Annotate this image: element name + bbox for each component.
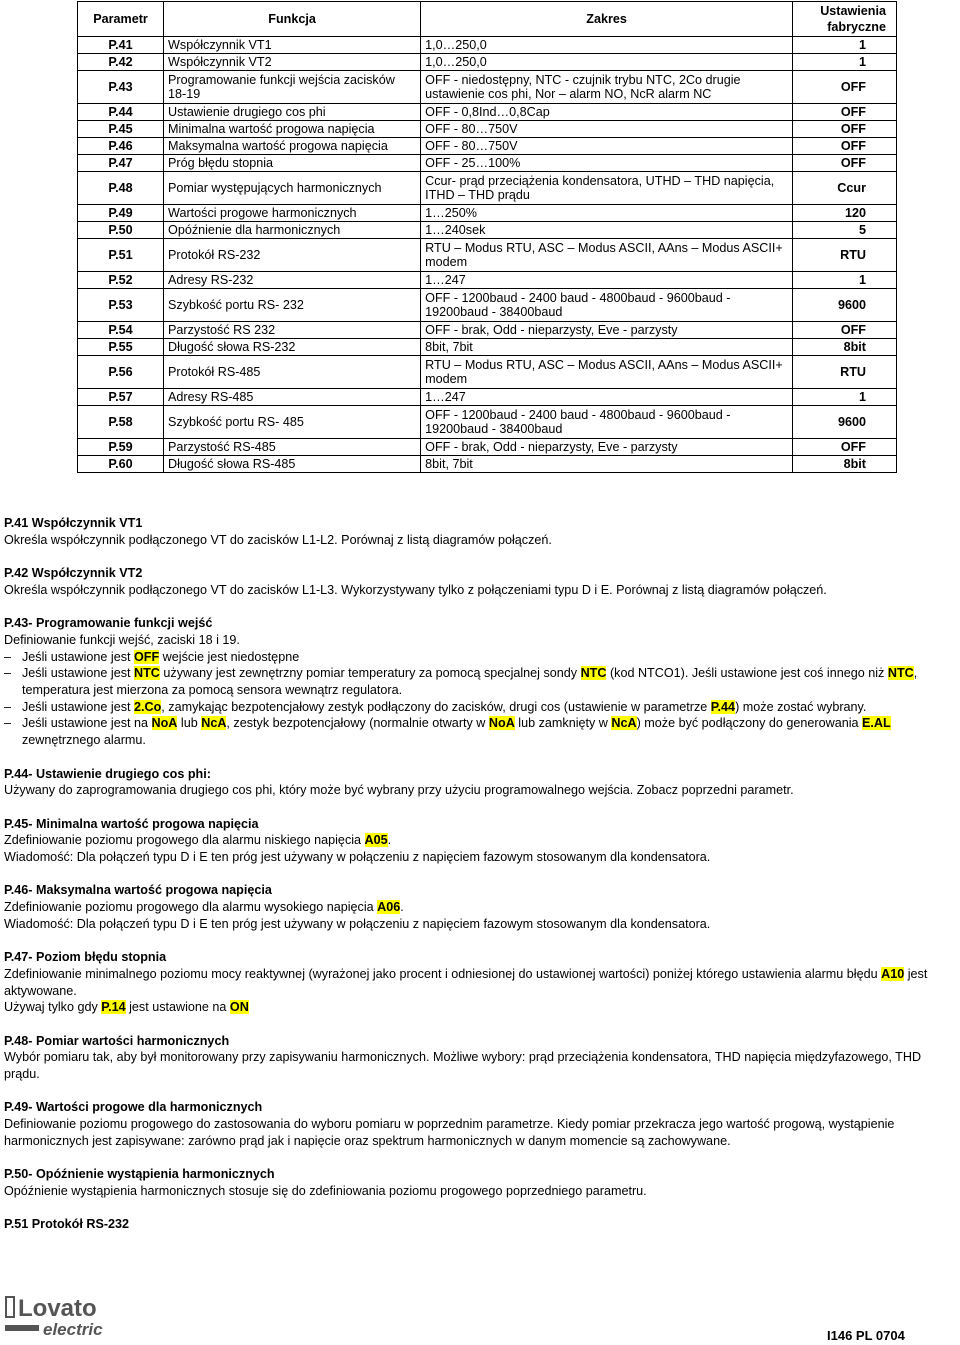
param-code: P.54: [78, 322, 164, 339]
desc-text: Definiowanie funkcji wejść, zaciski 18 i 19.: [4, 632, 240, 647]
param-code: P.53: [78, 289, 164, 322]
param-range: 1…247: [421, 389, 793, 406]
list-item: – Jeśli ustawione jest na NoA lub NcA, zestyk bezpotencjałowy (normalnie otwarty w NoA lub zamknięty w NcA) może być podłączony do generowania E.AL zewnętrznego alarmu.: [4, 715, 956, 748]
table-row: [78, 37, 897, 54]
desc-title: P.49- Wartości progowe dla harmonicznych: [4, 1100, 263, 1115]
table-row: [78, 289, 897, 322]
desc-text: Używany do zaprogramowania drugiego cos phi, który może być wybrany przy użyciu programowalnego wejścia. Zobacz poprzedni parametr.: [4, 783, 794, 798]
desc-text: Określa współczynnik podłączonego VT do zacisków L1-L2. Porównaj z listą diagramów połączeń.: [4, 532, 552, 547]
param-code: P.44: [78, 104, 164, 121]
param-range: RTU – Modus RTU, ASC – Modus ASCII, AAns – Modus ASCII+ modem: [421, 356, 793, 389]
param-code: P.60: [78, 456, 164, 473]
param-code: P.47: [78, 155, 164, 172]
param-function: Parzystość RS-485: [164, 439, 421, 456]
table-row: [78, 54, 897, 71]
table-row: [78, 322, 897, 339]
parameter-descriptions: [4, 515, 956, 1250]
param-default: RTU: [792, 239, 896, 272]
lovato-logo: [5, 1294, 117, 1343]
param-range: RTU – Modus RTU, ASC – Modus ASCII, AAns – Modus ASCII+ modem: [421, 239, 793, 272]
desc-text: Określa współczynnik podłączonego VT do zacisków L1-L3. Wykorzystywany tylko z połączeniami typu D i E. Porównaj z listą diagramów połączeń.: [4, 582, 827, 597]
param-range: 8bit, 7bit: [421, 456, 793, 473]
desc-text: Definiowanie poziomu progowego do zastosowania do wyboru pomiaru w poprzednim parametrze. Kiedy pomiar przekracza jego wartość progową, wystąpienie harmonicznych jest zapisywane: zarówno prąd jak i napięcie oraz spektrum harmonicznych w danym momencie są zachowywane.: [4, 1117, 895, 1148]
table-row: [78, 239, 897, 272]
table-row: [78, 389, 897, 406]
table-row: [78, 439, 897, 456]
param-function: Protokół RS-232: [164, 239, 421, 272]
table-row: [78, 222, 897, 239]
param-default: 1: [792, 272, 896, 289]
param-default: 8bit: [792, 456, 896, 473]
param-function: Długość słowa RS-232: [164, 339, 421, 356]
param-code: P.58: [78, 406, 164, 439]
param-function: Maksymalna wartość progowa napięcia: [164, 138, 421, 155]
param-default: 1: [792, 389, 896, 406]
desc-p42: [4, 565, 956, 598]
param-range: OFF - 0,8Ind…0,8Cap: [421, 104, 793, 121]
param-code: P.42: [78, 54, 164, 71]
desc-title: P.44- Ustawienie drugiego cos phi:: [4, 766, 211, 781]
param-range: 1,0…250,0: [421, 37, 793, 54]
param-range: 1,0…250,0: [421, 54, 793, 71]
list-item: – Jeśli ustawione jest OFF wejście jest niedostępne: [4, 649, 956, 666]
logo-bottom-text: electric: [43, 1320, 103, 1338]
param-default: OFF: [792, 322, 896, 339]
desc-p45: P.45- Minimalna wartość progowa napięcia Zdefiniowanie poziomu progowego dla alarmu niskiego napięcia A05. Wiadomość: Dla połączeń typu D i E ten próg jest używany w połączeniu z napięciem fazowym stosowanym dla kondensatora.: [4, 816, 711, 864]
param-default: 9600: [792, 289, 896, 322]
table-row: [78, 138, 897, 155]
param-code: P.41: [78, 37, 164, 54]
desc-p41: [4, 515, 956, 548]
table-row: [78, 272, 897, 289]
param-range: Ccur- prąd przeciążenia kondensatora, UTHD – THD napięcia, ITHD – THD prądu: [421, 172, 793, 205]
param-range: 8bit, 7bit: [421, 339, 793, 356]
desc-p48: [4, 1033, 956, 1083]
table-row: [78, 121, 897, 138]
table-row: [78, 456, 897, 473]
desc-p43: [4, 615, 956, 749]
param-default: 8bit: [792, 339, 896, 356]
param-default: OFF: [792, 439, 896, 456]
param-range: OFF - 1200baud - 2400 baud - 4800baud - 9600baud - 19200baud - 38400baud: [421, 406, 793, 439]
lovato-logo-graphic: [5, 1294, 117, 1338]
param-function: Wartości progowe harmonicznych: [164, 205, 421, 222]
param-range: OFF - 80…750V: [421, 138, 793, 155]
param-function: Współczynnik VT2: [164, 54, 421, 71]
param-default: 5: [792, 222, 896, 239]
param-default: OFF: [792, 104, 896, 121]
param-code: P.48: [78, 172, 164, 205]
table-row: [78, 406, 897, 439]
param-range: OFF - 1200baud - 2400 baud - 4800baud - 9600baud - 19200baud - 38400baud: [421, 289, 793, 322]
param-default: Ccur: [792, 172, 896, 205]
header-func: Funkcja: [164, 2, 421, 37]
param-range: OFF - brak, Odd - nieparzysty, Eve - parzysty: [421, 322, 793, 339]
param-code: P.56: [78, 356, 164, 389]
desc-title: P.47- Poziom błędu stopnia: [4, 950, 167, 965]
param-code: P.45: [78, 121, 164, 138]
parameter-table: [77, 1, 897, 473]
table-row: [78, 205, 897, 222]
param-default: 120: [792, 205, 896, 222]
param-default: OFF: [792, 155, 896, 172]
list-item: – Jeśli ustawione jest NTC używany jest zewnętrzny pomiar temperatury za pomocą specjalnej sondy NTC (kod NTCO1). Jeśli ustawione jest coś innego niż NTC, temperatura jest mierzona za pomocą sensora wewnątrz regulatora.: [4, 665, 956, 698]
header-default: Ustawienia fabryczne: [792, 2, 896, 37]
param-function: Szybkość portu RS- 485: [164, 406, 421, 439]
param-code: P.46: [78, 138, 164, 155]
table-header-row: [78, 2, 897, 37]
desc-title: P.46- Maksymalna wartość progowa napięcia: [4, 883, 272, 898]
list-item: – Jeśli ustawione jest 2.Co, zamykając bezpotencjałowy zestyk podłączony do zacisków, drugi cos (ustawienie w parametrze P.44) może zostać wybrany.: [4, 699, 956, 716]
param-code: P.43: [78, 71, 164, 104]
desc-p49: [4, 1099, 956, 1149]
desc-p51: [4, 1216, 956, 1233]
param-range: 1…240sek: [421, 222, 793, 239]
desc-p43-list: [4, 649, 956, 749]
param-code: P.57: [78, 389, 164, 406]
param-range: 1…250%: [421, 205, 793, 222]
desc-text: Wybór pomiaru tak, aby był monitorowany przy zapisywaniu harmonicznych. Możliwe wybory: prąd przeciążenia kondensatora, THD napięcia międzyfazowego, THD prądu.: [4, 1050, 922, 1082]
desc-title: P.45- Minimalna wartość progowa napięcia: [4, 816, 259, 831]
param-code: P.49: [78, 205, 164, 222]
header-range: Zakres: [421, 2, 793, 37]
desc-title: P.48- Pomiar wartości harmonicznych: [4, 1033, 230, 1048]
desc-p44: [4, 766, 956, 799]
desc-p47: P.47- Poziom błędu stopnia Zdefiniowanie minimalnego poziomu mocy reaktywnej (wyrażonej jako procent i odniesionej do ustawionej wartości) poniżej którego ustawienia alarmu błędu A10 jest aktywowane. Używaj tylko gdy P.14 jest ustawione na ON: [4, 950, 928, 1015]
param-code: P.52: [78, 272, 164, 289]
param-function: Długość słowa RS-485: [164, 456, 421, 473]
param-range: OFF - niedostępny, NTC - czujnik trybu NTC, 2Co drugie ustawienie cos phi, Nor – alarm NO, NcR alarm NC: [421, 71, 793, 104]
param-range: 1…247: [421, 272, 793, 289]
param-range: OFF - 80…750V: [421, 121, 793, 138]
param-default: 9600: [792, 406, 896, 439]
param-function: Próg błędu stopnia: [164, 155, 421, 172]
desc-p50: [4, 1166, 956, 1199]
param-function: Adresy RS-485: [164, 389, 421, 406]
table-row: [78, 104, 897, 121]
param-function: Minimalna wartość progowa napięcia: [164, 121, 421, 138]
param-function: Programowanie funkcji wejścia zacisków 18-19: [164, 71, 421, 104]
param-function: Ustawienie drugiego cos phi: [164, 104, 421, 121]
table-row: [78, 172, 897, 205]
param-default: 1: [792, 54, 896, 71]
param-function: Współczynnik VT1: [164, 37, 421, 54]
desc-title: P.51 Protokół RS-232: [4, 1217, 130, 1232]
desc-text: Opóźnienie wystąpienia harmonicznych stosuje się do zdefiniowania poziomu progowego poprzedniego parametru.: [4, 1183, 647, 1198]
param-default: OFF: [792, 71, 896, 104]
param-code: P.59: [78, 439, 164, 456]
param-default: OFF: [792, 121, 896, 138]
param-code: P.55: [78, 339, 164, 356]
desc-title: P.50- Opóźnienie wystąpienia harmonicznych: [4, 1167, 275, 1182]
desc-p46: P.46- Maksymalna wartość progowa napięcia Zdefiniowanie poziomu progowego dla alarmu wysokiego napięcia A06. Wiadomość: Dla połączeń typu D i E ten próg jest używany w połączeniu z napięciem fazowym stosowanym dla kondensatora.: [4, 883, 711, 931]
header-param: Parametr: [78, 2, 164, 37]
desc-title: P.42 Współczynnik VT2: [4, 566, 143, 581]
document-code: I146 PL 0704: [827, 1328, 905, 1343]
table-row: [78, 71, 897, 104]
param-function: Szybkość portu RS- 232: [164, 289, 421, 322]
param-default: OFF: [792, 138, 896, 155]
table-row: [78, 356, 897, 389]
param-function: Adresy RS-232: [164, 272, 421, 289]
logo-top-text: Lovato: [18, 1295, 97, 1322]
table-row: [78, 155, 897, 172]
param-function: Protokół RS-485: [164, 356, 421, 389]
param-function: Opóźnienie dla harmonicznych: [164, 222, 421, 239]
param-code: P.50: [78, 222, 164, 239]
param-code: P.51: [78, 239, 164, 272]
table-row: [78, 339, 897, 356]
desc-title: P.43- Programowanie funkcji wejść: [4, 616, 213, 631]
param-default: 1: [792, 37, 896, 54]
desc-title: P.41 Współczynnik VT1: [4, 516, 143, 530]
param-range: OFF - 25…100%: [421, 155, 793, 172]
param-range: OFF - brak, Odd - nieparzysty, Eve - parzysty: [421, 439, 793, 456]
param-default: RTU: [792, 356, 896, 389]
param-function: Pomiar występujących harmonicznych: [164, 172, 421, 205]
param-function: Parzystość RS 232: [164, 322, 421, 339]
